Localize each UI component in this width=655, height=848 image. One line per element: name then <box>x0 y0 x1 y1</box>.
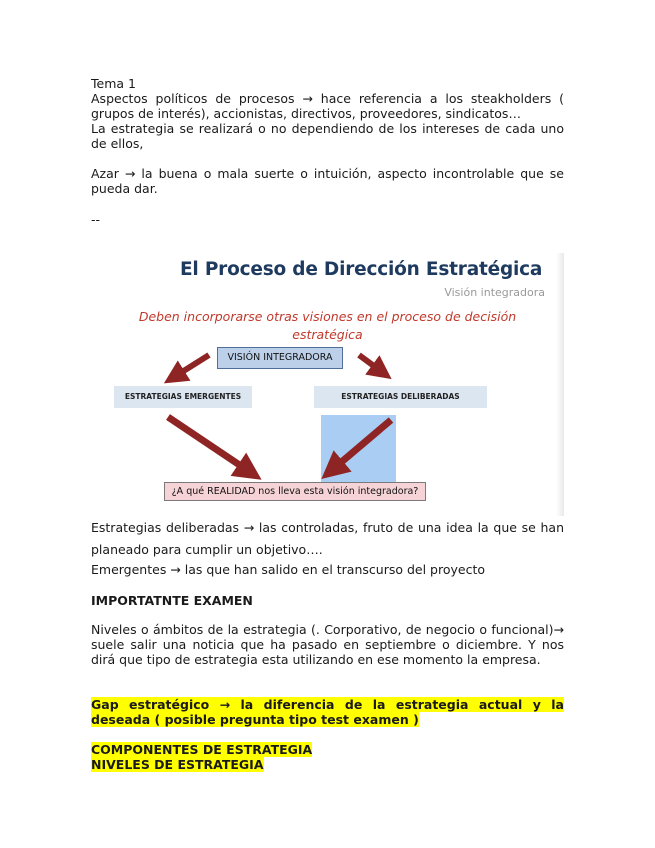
strategy-interests-paragraph: La estrategia se realizará o no dependiendo de los intereses de cada uno de ellos, <box>91 121 564 151</box>
figure-red-text-line2: estratégica <box>292 327 363 342</box>
componentes-highlight: COMPONENTES DE ESTRATEGIA <box>91 742 313 757</box>
political-aspects-paragraph: Aspectos políticos de procesos → hace referencia a los steakholders ( grupos de interés), accionistas, directivos, proveedores, sindicatos… <box>91 91 564 121</box>
strategy-process-figure <box>91 253 564 516</box>
estrategias-emergentes-box: ESTRATEGIAS EMERGENTES <box>114 386 252 408</box>
emergentes-paragraph: Emergentes → las que han salido en el transcurso del proyecto <box>91 562 486 577</box>
arrow-to-emergentes <box>174 355 209 377</box>
arrow-deliberadas-to-question <box>332 420 391 470</box>
gap-paragraph <box>91 697 564 727</box>
componentes-heading <box>91 742 564 757</box>
figure-arrows <box>91 253 564 516</box>
niveles-estrategia-highlight: NIVELES DE ESTRATEGIA <box>91 757 264 772</box>
figure-subtitle: Visión integradora <box>444 286 545 299</box>
estrategias-deliberadas-box: ESTRATEGIAS DELIBERADAS <box>314 386 487 408</box>
deliberadas-paragraph: Estrategias deliberadas → las controladas, fruto de una idea la que se han planeado para cumplir un objetivo…. <box>91 520 564 557</box>
azar-paragraph: Azar → la buena o mala suerte o intuición, aspecto incontrolable que se pueda dar. <box>91 166 564 196</box>
arrow-emergentes-to-question <box>168 417 250 472</box>
arrow-to-deliberadas <box>359 355 382 372</box>
realidad-question-box: ¿A qué REALIDAD nos lleva esta visión integradora? <box>164 482 426 501</box>
importante-heading: IMPORTATNTE EXAMEN <box>91 593 253 608</box>
figure-red-text-line1: Deben incorporarse otras visiones en el proceso de decisión <box>138 309 517 324</box>
topic-line: Tema 1 <box>91 76 136 91</box>
vision-integradora-box: VISIÓN INTEGRADORA <box>217 347 343 369</box>
niveles-paragraph: Niveles o ámbitos de la estrategia (. Corporativo, de negocio o funcional)→ suele salir una noticia que ha pasado en septiembre o diciembre. Y nos dirá que tipo de estrategia esta utilizando en ese momento la empresa. <box>91 622 564 667</box>
separator: -- <box>91 212 101 227</box>
gap-highlight: Gap estratégico → la diferencia de la estrategia actual y la deseada ( posible pregunta tipo test examen ) <box>91 697 564 727</box>
niveles-estrategia-heading <box>91 757 564 772</box>
figure-title: El Proceso de Dirección Estratégica <box>180 259 543 280</box>
